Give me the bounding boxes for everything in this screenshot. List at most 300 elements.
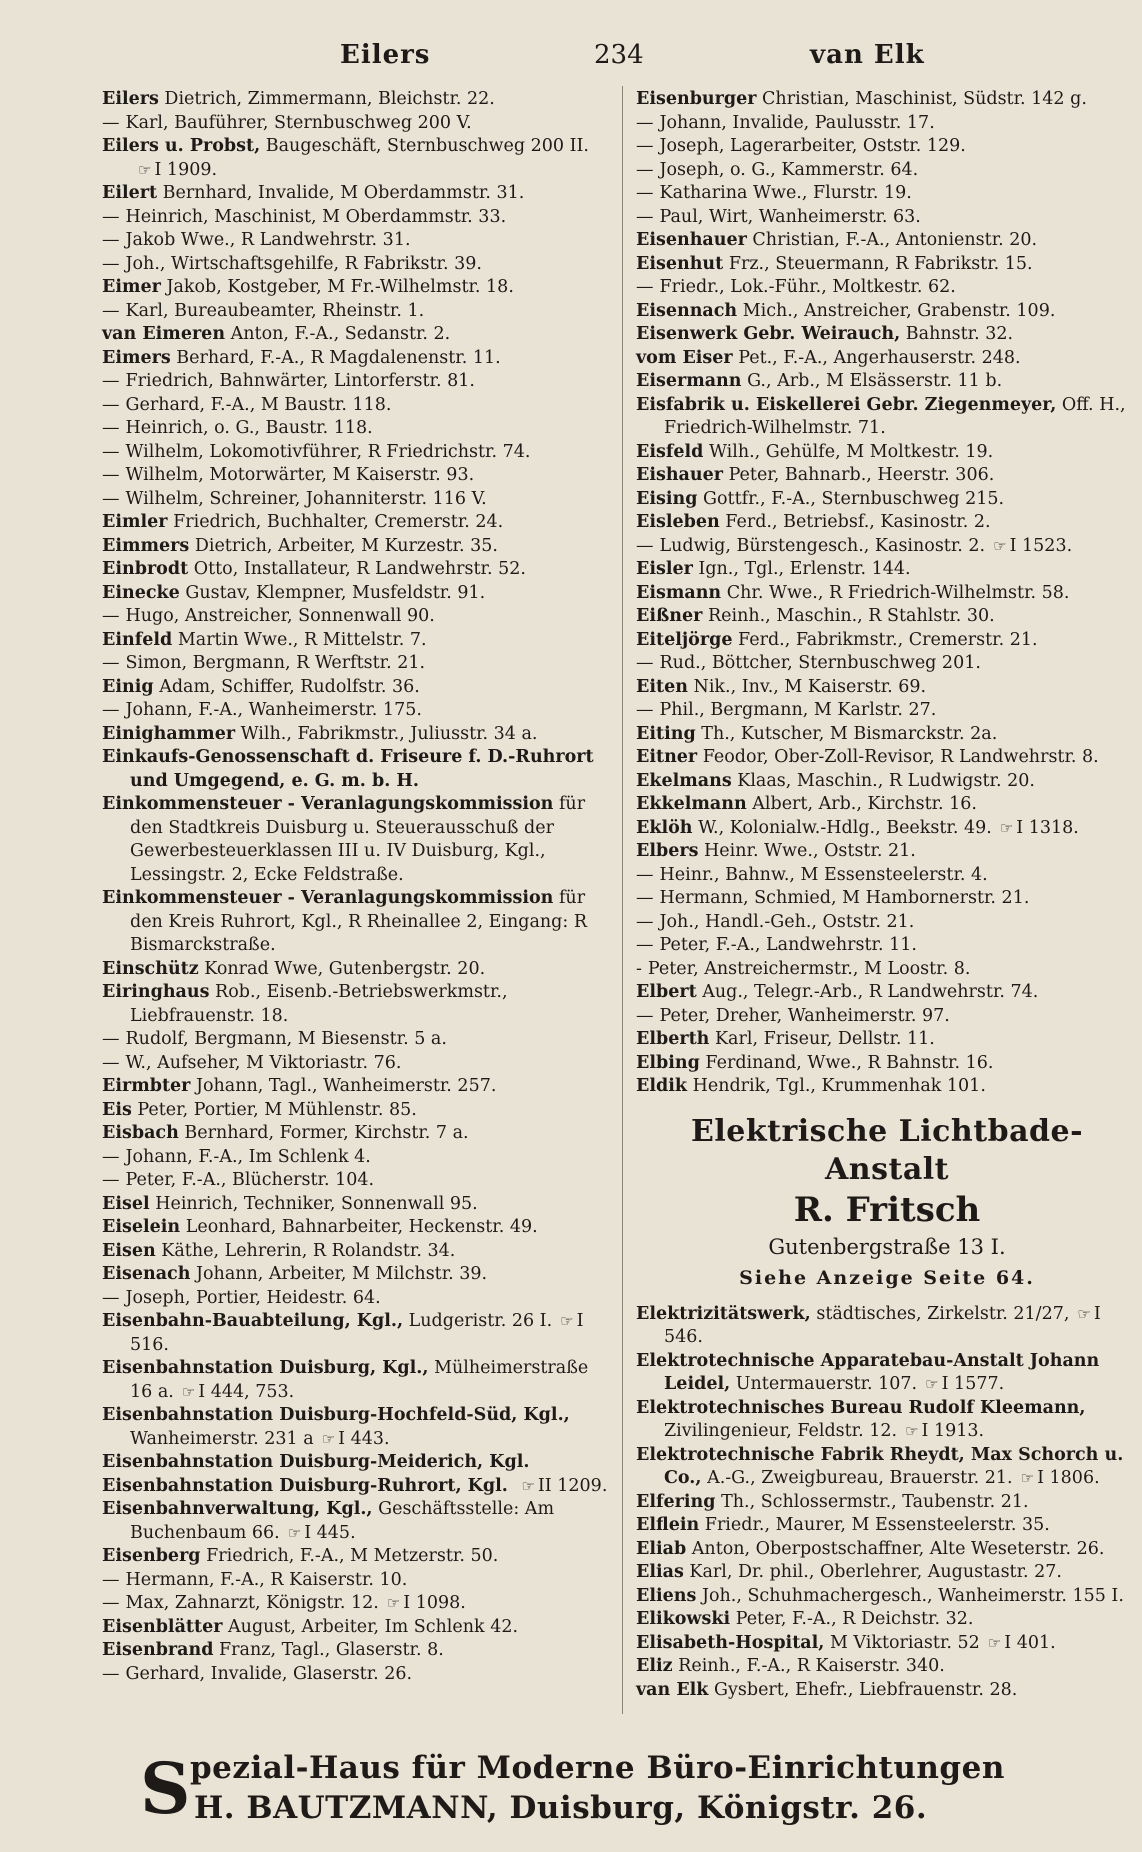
entry-name: Eisenblätter (102, 1616, 223, 1637)
advert-name: R. Fritsch (793, 1189, 981, 1230)
directory-entry (102, 1216, 610, 1240)
directory-entry (102, 394, 610, 418)
entry-name: Elikowski (636, 1609, 731, 1629)
directory-entry (102, 1663, 610, 1687)
entry-details: August, Arbeiter, Im Schlenk 42. (228, 1616, 519, 1637)
entry-details: Heinr., Bahnw., M Essensteelerstr. 4. (659, 864, 988, 885)
entry-details: Friedrich, Buchhalter, Cremerstr. 24. (173, 512, 504, 532)
telephone-hand-icon: ☞ (993, 536, 1007, 555)
directory-entry (636, 652, 1138, 676)
directory-entry (636, 206, 1138, 230)
entry-details: Peter, F.-A., Landwehrstr. 11. (659, 935, 917, 955)
entry-name: Eimer (102, 277, 161, 297)
directory-entry (636, 981, 1138, 1005)
entry-name: Elektrizitätswerk, (636, 1303, 811, 1324)
entry-details: Simon, Bergmann, R Werftstr. 21. (125, 653, 426, 673)
entry-details: Gustav, Klempner, Musfeldstr. 91. (185, 582, 486, 603)
entry-details: Joseph, Portier, Heidestr. 64. (125, 1287, 381, 1308)
entry-details: Rob., Eisenb.-Betriebswerkmstr., Liebfrauenstr. 18. (130, 982, 508, 1026)
entry-details: Off. H., Friedrich-Wilhelmstr. 71. (664, 394, 1126, 438)
directory-entry (636, 1608, 1138, 1632)
entry-details: Karl, Bureaubeamter, Rheinstr. 1. (125, 300, 425, 321)
entry-details: Anton, Oberpostschaffner, Alte Weseterstr. 26. (691, 1538, 1105, 1559)
telephone-hand-icon: ☞ (905, 1422, 919, 1440)
directory-entry (636, 300, 1138, 324)
advert-title: Elektrische Lichtbade-Anstalt (690, 1113, 1084, 1187)
phone-number: I 444, 753. (198, 1381, 295, 1402)
entry-name: Elisabeth-Hospital, (636, 1632, 825, 1653)
directory-entry (636, 793, 1138, 817)
left-column (102, 88, 610, 1686)
directory-entry (102, 1193, 610, 1217)
advertisement-box (636, 1113, 1138, 1293)
repeat-dash: — (102, 441, 120, 462)
page-number: 234 (594, 40, 644, 70)
entry-details: Gerhard, F.-A., M Baustr. 118. (125, 394, 392, 415)
entry-details: Heinr. Wwe., Oststr. 21. (704, 841, 916, 861)
repeat-dash: — (102, 1146, 120, 1167)
entry-name: Elektrotechnisches Bureau Rudolf Kleemann, (636, 1397, 1086, 1418)
directory-entry (102, 887, 610, 958)
entry-name: vom Eiser (636, 347, 733, 368)
entry-details: Wanheimerstr. 231 a (130, 1428, 314, 1449)
directory-entry (102, 464, 610, 488)
repeat-dash: — (102, 1052, 120, 1073)
entry-details: Berhard, F.-A., R Magdalenenstr. 11. (176, 347, 501, 368)
entry-name: Eisenwerk Gebr. Weirauch, (636, 324, 901, 344)
repeat-dash: — (102, 300, 120, 321)
right-column-entries-bottom (636, 1303, 1138, 1703)
repeat-dash: — (102, 465, 120, 485)
entry-name: Elberth (636, 1029, 710, 1049)
entry-details: Aug., Telegr.-Arb., R Landwehrstr. 74. (702, 982, 1039, 1002)
directory-entry (636, 1444, 1138, 1491)
entry-name: Eliab (636, 1538, 687, 1559)
directory-entry (102, 1146, 610, 1170)
entry-details: M Viktoriastr. 52 (829, 1632, 980, 1653)
entry-details: Untermauerstr. 107. (735, 1374, 918, 1394)
entry-details: Dietrich, Arbeiter, M Kurzestr. 35. (194, 535, 498, 556)
directory-entry (636, 441, 1138, 465)
telephone-hand-icon: ☞ (321, 1429, 336, 1448)
directory-entry (102, 370, 610, 394)
directory-entry (102, 229, 610, 253)
entry-details: Zivilingenieur, Feldstr. 12. (664, 1421, 898, 1441)
repeat-dash: — (102, 1287, 120, 1308)
entry-name: Einkaufs-Genossenschaft d. Friseure f. D.-Ruhrort und Umgegend, e. G. m. b. H. (102, 747, 594, 791)
repeat-dash: — (636, 911, 654, 932)
directory-entry (636, 347, 1138, 371)
directory-entry (102, 488, 610, 512)
telephone-hand-icon: ☞ (138, 160, 152, 179)
entry-details: Peter, Bahnarb., Heerstr. 306. (728, 465, 995, 485)
banner-line-1: pezial-Haus für Moderne Büro-Einrichtungen (190, 1750, 1005, 1786)
entry-name: Elfering (636, 1491, 716, 1512)
repeat-dash: — (102, 112, 120, 133)
directory-entry (102, 347, 610, 371)
directory-entry (102, 417, 610, 441)
entry-details: Martin Wwe., R Mittelstr. 7. (177, 629, 427, 650)
entry-name: Eisenberg (102, 1546, 201, 1566)
entry-details: Karl, Dr. phil., Oberlehrer, Augustastr. 27. (689, 1562, 1062, 1582)
entry-name: Eisenbahnstation Duisburg-Ruhrort, Kgl. (102, 1475, 508, 1496)
directory-entry (636, 1491, 1138, 1515)
footer-advert-banner (134, 1748, 1124, 1832)
entry-name: Einkommensteuer - Veranlagungskommission (102, 888, 554, 908)
entry-name: Eisfabrik u. Eiskellerei Gebr. Ziegenmeyer, (636, 394, 1057, 415)
directory-entry (636, 1561, 1138, 1585)
entry-name: Eimler (102, 512, 168, 532)
directory-entry (102, 1310, 610, 1357)
directory-entry (102, 605, 610, 629)
entry-details: Chr. Wwe., R Friedrich-Wilhelmstr. 58. (726, 582, 1070, 603)
entry-details: Joh., Wirtschaftsgehilfe, R Fabrikstr. 39. (125, 253, 482, 274)
entry-name: Einkommensteuer - Veranlagungskommission (102, 794, 554, 814)
entry-details: Klaas, Maschin., R Ludwigstr. 20. (737, 770, 1035, 791)
entry-name: Eilers u. Probst, (102, 136, 261, 156)
entry-details: Friedr., Maurer, M Essensteelerstr. 35. (704, 1515, 1050, 1535)
directory-entry (636, 817, 1138, 841)
entry-name: Elflein (636, 1515, 700, 1535)
directory-entry (636, 229, 1138, 253)
directory-entry (102, 699, 610, 723)
repeat-dash: — (636, 700, 654, 720)
telephone-hand-icon: ☞ (999, 818, 1014, 837)
directory-entry (636, 1585, 1138, 1609)
entry-name: Eißner (636, 606, 703, 626)
repeat-dash: — (636, 159, 654, 180)
directory-entry (102, 1169, 610, 1193)
entry-details: Wilhelm, Lokomotivführer, R Friedrichstr. 74. (125, 441, 531, 462)
phone-number: I 443. (338, 1428, 390, 1449)
repeat-dash: — (102, 394, 120, 415)
directory-entry (636, 934, 1138, 958)
directory-entry (102, 300, 610, 324)
entry-details: Friedrich, F.-A., M Metzerstr. 50. (206, 1546, 499, 1566)
telephone-hand-icon: ☞ (181, 1382, 196, 1401)
directory-entry (636, 1005, 1138, 1029)
entry-details: Karl, Friseur, Dellstr. 11. (714, 1029, 935, 1049)
entry-details: Frz., Steuermann, R Fabrikstr. 15. (728, 253, 1033, 274)
entry-details: Baugeschäft, Sternbuschweg 200 II. (265, 136, 589, 156)
directory-entry (636, 1075, 1138, 1099)
directory-entry (102, 723, 610, 747)
entry-details: Franz, Tagl., Glaserstr. 8. (219, 1640, 444, 1660)
entry-details: Joh., Handl.-Geh., Oststr. 21. (659, 911, 915, 932)
entry-details: Ludgeristr. 26 I. (408, 1311, 553, 1331)
entry-name: Eisennach (636, 300, 738, 321)
repeat-dash: — (636, 277, 654, 297)
entry-name: Eismann (636, 582, 722, 603)
entry-details: Joseph, Lagerarbeiter, Oststr. 129. (659, 136, 966, 156)
directory-entry (102, 88, 610, 112)
entry-details: Nik., Inv., M Kaiserstr. 69. (693, 676, 927, 697)
directory-entry (102, 1616, 610, 1640)
directory-entry (102, 1639, 610, 1663)
entry-details: Mülheimerstraße 16 a. (130, 1358, 589, 1402)
entry-name: Eldik (636, 1076, 687, 1096)
phone-number: I 445. (304, 1522, 356, 1543)
directory-entry (102, 582, 610, 606)
entry-details: Bahnstr. 32. (905, 324, 1014, 344)
phone-number: I 401. (1004, 1632, 1056, 1653)
phone-number: I 1098. (403, 1593, 466, 1613)
page-header (0, 40, 1142, 76)
repeat-dash: — (102, 1569, 120, 1590)
phone-number: I 546. (664, 1303, 1101, 1347)
entry-details: Wilhelm, Schreiner, Johanniterstr. 116 V. (125, 488, 487, 509)
directory-entry (102, 1404, 610, 1451)
entry-details: Bernhard, Invalide, M Oberdammstr. 31. (162, 183, 525, 203)
entry-details: Gottfr., F.-A., Sternbuschweg 215. (703, 488, 1005, 509)
entry-details: Johann, Invalide, Paulusstr. 17. (659, 112, 935, 133)
banner-initial: S (140, 1747, 191, 1830)
advert-address: Gutenbergstraße 13 I. (768, 1234, 1006, 1259)
entry-details: Anton, F.-A., Sedanstr. 2. (230, 324, 451, 344)
entry-details: Heinrich, Maschinist, M Oberdammstr. 33. (125, 206, 507, 227)
directory-entry (102, 629, 610, 653)
entry-name: Eirmbter (102, 1076, 191, 1096)
entry-details: Albert, Arb., Kirchstr. 16. (752, 794, 977, 814)
entry-details: Peter, F.-A., R Deichstr. 32. (735, 1609, 974, 1629)
repeat-dash: - (636, 958, 642, 979)
directory-entry (636, 629, 1138, 653)
entry-details: Ign., Tgl., Erlenstr. 144. (698, 559, 911, 579)
directory-entry (102, 676, 610, 700)
directory-entry (636, 370, 1138, 394)
directory-entry (102, 1545, 610, 1569)
entry-details: für den Stadtkreis Duisburg u. Steuerausschuß der Gewerbesteuerklassen III u. IV Duisburg, Kgl., Lessingstr. 2, Ecke Feldstraße. (130, 794, 586, 885)
directory-entry (102, 112, 610, 136)
repeat-dash: — (102, 606, 120, 626)
entry-details: Hermann, Schmied, M Hambornerstr. 21. (659, 888, 1030, 908)
advert-note: Siehe Anzeige Seite 64. (739, 1266, 1035, 1289)
entry-name: Eisenbahnstation Duisburg-Meiderich, Kgl. (102, 1452, 530, 1472)
entry-name: Eiting (636, 723, 696, 744)
directory-entry (102, 1028, 610, 1052)
entry-details: Christian, F.-A., Antonienstr. 20. (752, 230, 1038, 250)
entry-details: Hermann, F.-A., R Kaiserstr. 10. (125, 1569, 408, 1590)
directory-entry (636, 746, 1138, 770)
entry-details: Christian, Maschinist, Südstr. 142 g. (762, 89, 1087, 109)
entry-details: Johann, Tagl., Wanheimerstr. 257. (195, 1076, 497, 1096)
directory-entry (102, 182, 610, 206)
entry-details: A.-G., Zweigbureau, Brauerstr. 21. (707, 1468, 1013, 1488)
entry-details: Mich., Anstreicher, Grabenstr. 109. (742, 300, 1056, 321)
directory-entry (636, 488, 1138, 512)
directory-entry (102, 253, 610, 277)
header-left-keyword: Eilers (340, 40, 431, 70)
entry-details: Johann, F.-A., Wanheimerstr. 175. (125, 700, 422, 720)
entry-details: W., Aufseher, M Viktoriastr. 76. (125, 1052, 402, 1073)
directory-entry (102, 1240, 610, 1264)
entry-details: Jakob Wwe., R Landwehrstr. 31. (125, 230, 411, 250)
phone-number: I 1913. (921, 1421, 985, 1441)
repeat-dash: — (636, 653, 654, 673)
telephone-hand-icon: ☞ (925, 1375, 939, 1393)
directory-entry (636, 958, 1138, 982)
entry-name: Eisenhauer (636, 230, 747, 250)
entry-name: Eiselein (102, 1217, 181, 1237)
entry-details: Heinrich, o. G., Baustr. 118. (125, 418, 373, 438)
entry-name: Eisbach (102, 1123, 179, 1143)
directory-entry (102, 981, 610, 1028)
entry-details: Gerhard, Invalide, Glaserstr. 26. (125, 1663, 413, 1684)
entry-name: Eisenburger (636, 89, 757, 109)
entry-details: Friedr., Lok.-Führ., Moltkestr. 62. (659, 277, 956, 297)
directory-entry (636, 1303, 1138, 1350)
entry-name: Einighammer (102, 723, 236, 744)
directory-entry (636, 558, 1138, 582)
directory-entry (636, 1632, 1138, 1656)
directory-entry (102, 1287, 610, 1311)
entry-details: G., Arb., M Elsässerstr. 11 b. (747, 371, 1003, 391)
entry-name: Eiringhaus (102, 982, 210, 1002)
telephone-hand-icon: ☞ (287, 1523, 302, 1542)
directory-entry (636, 676, 1138, 700)
entry-details: Joseph, o. G., Kammerstr. 64. (659, 159, 919, 180)
entry-details: Katharina Wwe., Flurstr. 19. (659, 183, 912, 203)
banner-line-2: H. BAUTZMANN, Duisburg, Königstr. 26. (194, 1790, 928, 1826)
entry-details: Pet., F.-A., Angerhauserstr. 248. (738, 347, 1021, 368)
repeat-dash: — (102, 206, 120, 227)
entry-details: Th., Schlossermstr., Taubenstr. 21. (721, 1491, 1029, 1512)
directory-entry (102, 441, 610, 465)
repeat-dash: — (636, 112, 654, 133)
directory-entry (636, 323, 1138, 347)
entry-details: für den Kreis Ruhrort, Kgl., R Rheinallee 2, Eingang: R Bismarckstraße. (130, 888, 587, 955)
directory-entry (102, 1263, 610, 1287)
entry-details: Käthe, Lehrerin, R Rolandstr. 34. (161, 1240, 456, 1261)
repeat-dash: — (636, 206, 654, 227)
entry-details: Friedrich, Bahnwärter, Lintorferstr. 81. (125, 371, 475, 391)
telephone-hand-icon: ☞ (1077, 1304, 1091, 1323)
directory-entry (636, 770, 1138, 794)
directory-entry (102, 1451, 610, 1475)
entry-details: Adam, Schiffer, Rudolfstr. 36. (159, 676, 420, 697)
entry-details: Reinh., F.-A., R Kaiserstr. 340. (678, 1656, 945, 1676)
repeat-dash: — (102, 653, 120, 673)
directory-entry (636, 159, 1138, 183)
directory-entry (102, 558, 610, 582)
directory-entry (636, 1679, 1138, 1703)
directory-entry (636, 253, 1138, 277)
entry-details: Bernhard, Former, Kirchstr. 7 a. (184, 1123, 469, 1143)
repeat-dash: — (636, 864, 654, 885)
directory-entry (102, 1052, 610, 1076)
directory-entry (636, 887, 1138, 911)
directory-entry (636, 1350, 1138, 1397)
entry-details: Heinrich, Techniker, Sonnenwall 95. (155, 1193, 478, 1214)
entry-details: Karl, Bauführer, Sternbuschweg 200 V. (125, 112, 472, 133)
repeat-dash: — (636, 935, 654, 955)
directory-entry (636, 88, 1138, 112)
entry-details: Johann, Arbeiter, M Milchstr. 39. (196, 1264, 488, 1284)
entry-details: Peter, Portier, M Mühlenstr. 85. (137, 1099, 417, 1120)
entry-name: Eliz (636, 1656, 673, 1676)
directory-entry (102, 1122, 610, 1146)
entry-name: Eimmers (102, 535, 190, 556)
entry-details: Rud., Böttcher, Sternbuschweg 201. (659, 653, 981, 673)
directory-entry (636, 511, 1138, 535)
entry-name: Eisenbahn-Bauabteilung, Kgl., (102, 1311, 404, 1331)
entry-details: Jakob, Kostgeber, M Fr.-Wilhelmstr. 18. (166, 277, 514, 297)
entry-name: Eitner (636, 747, 698, 767)
entry-name: Eisenbahnverwaltung, Kgl., (102, 1499, 373, 1519)
entry-name: Eisfeld (636, 441, 704, 462)
entry-details: Peter, F.-A., Blücherstr. 104. (125, 1170, 375, 1190)
entry-details: Dietrich, Zimmermann, Bleichstr. 22. (164, 89, 495, 109)
repeat-dash: — (102, 1593, 120, 1613)
phone-number: I 1318. (1016, 817, 1079, 838)
directory-entry (102, 535, 610, 559)
entry-name: Eisermann (636, 371, 742, 391)
directory-entry (102, 652, 610, 676)
repeat-dash: — (636, 1005, 654, 1026)
directory-entry (636, 1538, 1138, 1562)
entry-details: Leonhard, Bahnarbeiter, Heckenstr. 49. (185, 1217, 538, 1237)
telephone-hand-icon: ☞ (560, 1312, 574, 1330)
entry-details: Wilh., Fabrikmstr., Juliusstr. 34 a. (240, 723, 538, 744)
entry-name: Eklöh (636, 817, 693, 838)
telephone-hand-icon: ☞ (1020, 1469, 1035, 1487)
directory-entry (636, 723, 1138, 747)
entry-name: Eishauer (636, 465, 723, 485)
entry-name: Eliens (636, 1585, 697, 1606)
entry-name: Einfeld (102, 629, 173, 650)
entry-name: Elektrotechnische Apparatebau-Anstalt Johann Leidel, (636, 1350, 1100, 1394)
phone-number: I 1523. (1009, 535, 1073, 556)
entry-name: van Eimeren (102, 324, 226, 344)
directory-entry (102, 206, 610, 230)
entry-name: Eisleben (636, 512, 720, 532)
entry-details: städtisches, Zirkelstr. 21/27, (816, 1303, 1070, 1324)
entry-details: Gysbert, Ehefr., Liebfrauenstr. 28. (714, 1679, 1018, 1700)
directory-entry (102, 323, 610, 347)
directory-entry (636, 1655, 1138, 1679)
repeat-dash: — (102, 1663, 120, 1684)
directory-entry (636, 582, 1138, 606)
entry-details: Geschäftsstelle: Am Buchenbaum 66. (130, 1499, 555, 1543)
directory-entry (636, 699, 1138, 723)
directory-entry (102, 958, 610, 982)
entry-name: Elias (636, 1562, 684, 1582)
phone-number: I 1909. (154, 159, 218, 180)
entry-details: Reinh., Maschin., R Stahlstr. 30. (707, 606, 995, 626)
directory-entry (636, 276, 1138, 300)
entry-name: Eisenach (102, 1264, 191, 1284)
entry-details: Konrad Wwe, Gutenbergstr. 20. (204, 958, 486, 979)
repeat-dash: — (102, 1170, 120, 1190)
entry-name: Eis (102, 1099, 132, 1120)
phone-number: II 1209. (537, 1475, 608, 1496)
right-column-entries-top (636, 88, 1138, 1099)
repeat-dash: — (636, 535, 654, 556)
entry-name: Eisenhut (636, 253, 724, 274)
directory-entry (636, 1028, 1138, 1052)
directory-entry (636, 182, 1138, 206)
directory-entry (636, 605, 1138, 629)
entry-details: Peter, Anstreichermstr., M Loostr. 8. (647, 958, 971, 979)
phone-number: I 516. (130, 1311, 584, 1355)
entry-name: Ekkelmann (636, 794, 747, 814)
repeat-dash: — (102, 371, 120, 391)
entry-name: Elbert (636, 982, 697, 1002)
entry-name: Eiteljörge (636, 629, 733, 650)
entry-name: Einig (102, 676, 154, 697)
entry-name: Eimers (102, 347, 171, 368)
entry-details: Ludwig, Bürstengesch., Kasinostr. 2. (659, 535, 986, 556)
